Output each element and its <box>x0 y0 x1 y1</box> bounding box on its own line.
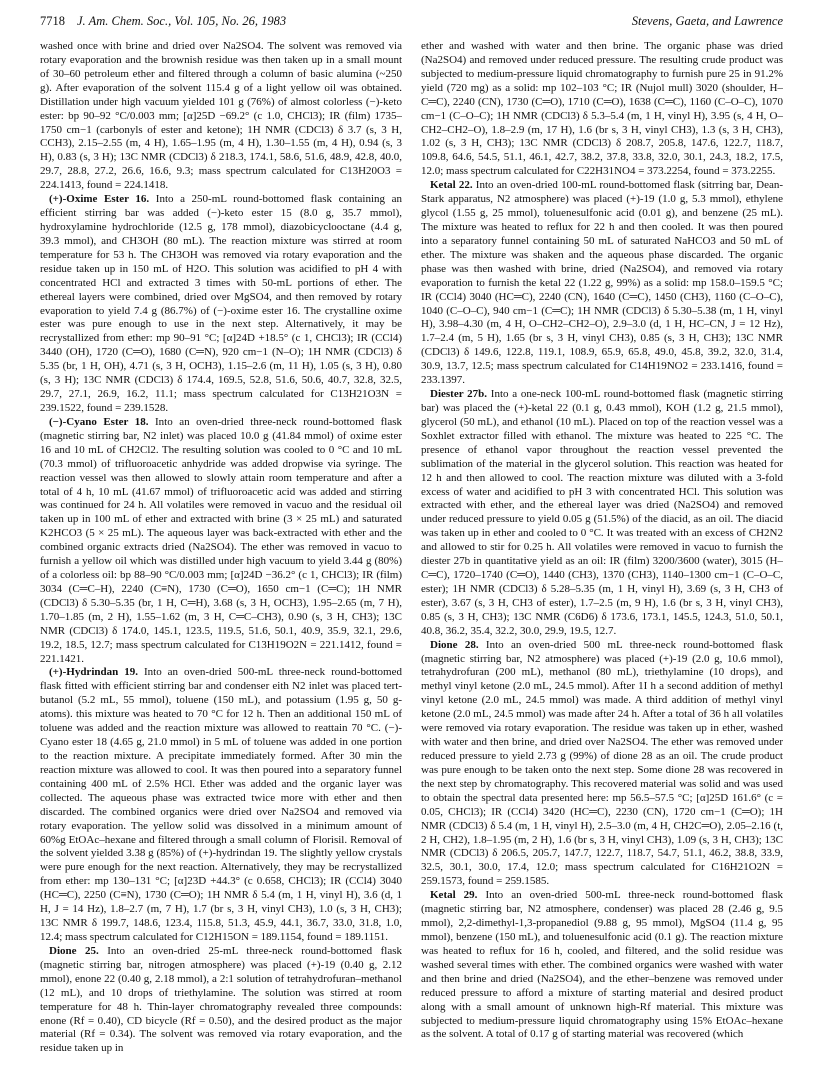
experimental-paragraph <box>421 40 783 179</box>
compound-heading: Dione 25. <box>49 944 99 957</box>
left-column <box>40 40 402 1054</box>
compound-heading: Diester 27b. <box>430 388 488 401</box>
paragraph-text: ether and washed with water and then brine. The organic phase was dried (Na2SO4) and removed under reduced pressure. The resulting crude product was subjected to medium-pressure liquid chromatography to furnish pure 25 in 91.2% yield (720 mg) as a solid: mp 102–103 °C; IR (Nujol mull) 3020 (shoulder, H–C═C), 2240 (CN), 1730 (C═O), 1710 (C═O), 1638 (C═C), 1160 (C–O–C), 1070 cm−1 (C–O–C); 1H NMR (CDCl3) δ 5.3–5.4 (m, 1 H, vinyl H), 3.95 (s, 4 H, O–CH2–CH2–O), 1.8–2.9 (m, 17 H), 1.6 (br s, 3 H, vinyl CH3), 1.3 (s, 3 H, CH3), 1.02 (s, 3 H, CH3); 13C NMR (CDCl3) δ 208.7, 205.8, 147.6, 122.7, 118.7, 109.8, 64.6, 54.5, 51.1, 46.1, 42.7, 38.2, 37.8, 33.8, 32.0, 30.1, 24.3, 18.2, 17.5, 12.0; mass spectrum calculated for C22H31NO4 = 373.2254, found = 373.2255. <box>421 40 783 178</box>
experimental-paragraph <box>421 179 783 388</box>
header-authors: Stevens, Gaeta, and Lawrence <box>631 14 783 28</box>
paragraph-text: Into an oven-dried three-neck round-bottomed flask (magnetic stirring bar, N2 inlet) was placed 10.0 g (41.84 mmol) of oxime ester 16 and 10 mL of CH2Cl2. The resulting solution was cooled to 0 °C and 10 mL (70.3 mmol) of trifluoroacetic anhydride was added dropwise via syringe. The reaction vessel was then allowed to slowly attain room temperature and after a total of 4 h, 10 mL (41.67 mmol) of trifluoroacetic acid was added and stirring was continued for 24 h. All volatiles were removed in vacuo and the residual oil taken up in 100 mL of ether and extracted with brine (3 × 25 mL) and saturated K2HCO3 (5 × 25 mL). The aqueous layer was back-extracted with ether and the combined organic extracts dried (Na2SO4). The ether was removed in vacuo to furnish a yellow oil which was distilled under high vacuum to yield 3.44 g (80%) of a colorless oil: bp 88–90 °C/0.003 mm; [α]24D −36.2° (c 1, CHCl3); IR (film) 3034 (C═C–H), 2240 (C≡N), 1730 (C═O), 1650 cm−1 (C═C); 1H NMR (CDCl3) δ 5.30–5.35 (br, 1 H, C═H), 3.68 (s, 3 H, OCH3), 1.95–2.65 (m, 7 H), 1.70–1.85 (m, 2 H), 1.55–1.62 (m, 3 H, C═C–CH3), 0.90 (s, 3 H, CH3); 13C NMR (CDCl3) δ 174.0, 145.1, 123.5, 119.5, 51.6, 50.1, 40.9, 35.9, 32.1, 29.6, 19.2, 18.5, 12.7; mass spectrum calculated for C13H19O2N = 221.1412, found = 221.1421. <box>40 415 402 665</box>
experimental-paragraph <box>421 388 783 639</box>
experimental-paragraph <box>40 945 402 1054</box>
compound-heading: Ketal 29. <box>430 889 478 902</box>
running-header <box>40 14 783 32</box>
experimental-paragraph <box>421 889 783 1042</box>
right-column <box>421 40 783 1054</box>
paragraph-text: Into an oven-dried 500-mL three-neck round-bottomed flask (magnetic stirring bar, N2 atmosphere, condenser) was placed 28 (2.46 g, 9.5 mmol), 2,2-dimethyl-1,3-propanediol (9.88 g, 95 mmol), MgSO4 (11.4 g, 95 mmol), benzene (150 mL), and toluenesulfonic acid (0.1 g). The reaction mixture was heated to reflux for 16 h, cooled, and filtered, and the solid residue was washed several times with ether. The combined organics were washed with water and then brine and dried (Na2SO4), and the ether–benzene was removed under reduced pressure to afford a mixture of starting material and desired product along with a small amount of unknown high-Rf material. This mixture was subjected to medium-pressure liquid chromatography using 15% EtOAc–hexane as the solvent. A total of 0.17 g of starting material was recovered (which <box>421 889 783 1041</box>
paragraph-text: Into an oven-dried 500 mL three-neck round-bottomed flask (magnetic stirring bar, N2 atmosphere) was placed (+)-19 (2.0 g, 10.6 mmol), tetrahydrofuran (200 mL), methanol (80 mL), triethylamine (10 drops), and methyl vinyl ketone (2.0 mL, 24.5 mmol). After 1I h a second addition of methyl vinyl ketone (2.0 mL, 24.5 mmol) was made. A third addition of methyl vinyl ketone (2.0 mL, 24.5 mmol) was made after 24 h. After a total of 36 h all volatiles were removed via rotary evaporation. The residue was taken up in ether, washed with water and then brine, and dried over Na2SO4. The ether was removed under reduced pressure to yield 2.73 g (99%) of dione 28 as an oil. The crude product was pure enough to be taken onto the next step. Some dione 28 was recovered in the next step by chromatography. This recovered material was solid and was used to obtain the spectral data presented here: mp 56.5–57.5 °C; [α]25D 161.6° (c = 0.05, CHCl3); IR (CCl4) 3420 (HC═C), 2230 (CN), 1720 cm−1 (C═O); 1H NMR (CDCl3) δ 5.4 (m, 1 H, vinyl H), 2.5–3.0 (m, 4 H, CH2C═O), 2.05–2.16 (t, 2 H, CH2), 1.8–1.95 (m, 2 H), 1.6 (br s, 3 H, vinyl CH3), 1.09 (s, 3 H, CH3); 13C NMR (CDCl3) δ 206.5, 205.7, 147.7, 122.7, 118.7, 54.7, 51.1, 46.2, 38.8, 33.9, 32.5, 30.1, 30.0, 17.4, 12.0; mass spectrum calculated for C16H21O2N = 259.1573, found = 259.1585. <box>421 638 783 888</box>
paragraph-text: Into an oven-dried 100-mL round-bottomed flask (sitrring bar, Dean-Stark apparatus, N2 atmosphere) was placed (+)-19 (1.0 g, 5.3 mmol), ethylene glycol (1.55 g, 25 mmol), toluenesulfonic acid (0.01 g), and benzene (25 mL). The mixture was heated to reflux for 22 h and then cooled. It was then poured into a separatory funnel containing 50 mL of saturated NaHCO3 and 50 mL of ether. The mixture was shaken and the aqueous phase discarded. The organic phase was then washed with brine, dried (Na2SO4), and removed via rotary evaporation to furnish the ketal 22 (1.22 g, 99%) as a solid: mp 158.0–159.5 °C; IR (CCl4) 3040 (HC═C), 2240 (CN), 1640 (C═C), 1450 (CH3), 1160 (C–O–C), 1040 (C–O–C), 940 cm−1 (C═C); 1H NMR (CDCl3) δ 5.30–5.38 (m, 1 H, vinyl H), 3.98–4.30 (m, 4 H, O–CH2–CH2–O), 2.9–3.0 (d, 1 H, HC–CN, J = 12 Hz), 1.7–2.4 (m, 5 H), 1.65 (br s, 3 H, vinyl CH3), 0.85 (s, 3 H, CH3); 13C NMR (CDCl3) δ 149.6, 122.8, 119.1, 108.9, 65.9, 65.8, 49.0, 45.8, 39.2, 32.0, 31.4, 30.9, 13.7, 12.5; mass spectrum calculated for C14H19NO2 = 233.1416, found = 233.1397. <box>421 179 783 387</box>
page-number: 7718 <box>40 14 65 28</box>
experimental-paragraph <box>421 639 783 890</box>
compound-heading: Ketal 22. <box>430 179 473 192</box>
compound-heading: (+)-Oxime Ester 16. <box>49 193 150 206</box>
paragraph-text: Into an oven-dried 500-mL three-neck round-bottomed flask fitted with efficient stirring bar and condenser eith N2 inlet was placed tert-butanol (5.2 mL, 55 mmol), toluene (150 mL), and potassium (1.95 g, 50 g-atoms). this mixture was heated to 70 °C for 12 h. Then an additional 150 mL of toluene was added and the reaction mixture was allowed to reattain 70 °C. (−)-Cyano ester 18 (4.65 g, 21.0 mmol) in 5 mL of toluene was added in one portion to the reaction mixture. A precipitate immediately formed. After 30 min the reaction mixture was allowed to cool. It was then poured into a separatory funnel containing 400 mL of 2.5% HCl. Ether was added and the organic layer was collected. The aqueous phase was extracted twice more with ether and then discarded. The combined organics were dried over Na2SO4 and removed via rotary evaporation. The yellow solid was dissolved in a minimum amount of 60%g EtOAc–hexane and filtered through a small column of Florisil. Removal of the solvent yielded 3.38 g (85%) of (+)-hydrindan 19. The slightly yellow crystals were pure enough for the next reaction. Alternatively, they may be recrystallized from ether: mp 130–131 °C; [α]23D +44.3° (c 0.658, CHCl3); IR (CCl4) 3040 (HC═C), 2250 (C≡N), 1730 (C═O); 1H NMR δ 5.4 (m, 1 H, vinyl H), 3.6 (d, 1 H, J = 14 Hz), 1.8–2.7 (m, 7 H), 1.7 (br s, 3 H, vinyl CH3), 1.0 (s, 3 H, CH3); 13C NMR δ 199.7, 148.6, 123.4, 115.8, 51.3, 45.9, 44.1, 36.7, 33.0, 31.8, 1.0, 12.4; mass spectrum calculated for C12H15ON = 189.1154, found = 189.1151. <box>40 666 402 943</box>
compound-heading: Dione 28. <box>430 638 479 651</box>
experimental-paragraph <box>40 666 402 944</box>
compound-heading: (−)-Cyano Ester 18. <box>49 415 149 428</box>
header-left <box>40 14 286 29</box>
paragraph-text: Into an oven-dried 25-mL three-neck round-bottomed flask (magnetic stirring bar, nitrogen atmosphere) was placed (+)-19 (0.40 g, 2.12 mmol), enone 22 (0.40 g, 2.18 mmol), a 2:1 solution of tetrahydrofuran–methanol (12 mL), and 10 drops of triethylamine. The solution was stirred at room temperature for 48 h. Thin-layer chromatography revealed three compounds: enone (Rf = 0.40), CD bicycle (Rf = 0.50), and the desired product as the major material (Rf = 0.34). The solvent was removed via rotary evaporation, and the residue taken up in <box>40 944 402 1054</box>
paragraph-text: Into a 250-mL round-bottomed flask containing an efficient stirring bar was added (−)-keto ester 15 (8.0 g, 35.7 mmol), hydroxylamine hydrochloride (12.5 g, 178 mmol), diazobicyclooctane (4.4 g, 39.3 mmol), and CH3OH (80 mL). The reaction mixture was stirred at room temperature for 53 h. The CH3OH was removed via rotary evaporation and the residue taken up in 150 mL of H2O. This solution was acidified to pH 4 with concentrated HCl and extracted 3 times with 50-mL portions of ether. The ethereal layers were combined, dried over MgSO4, and then removed by rotary evaporation to yield 7.4 g (86.7%) of (−)-oxime ester 16. The crystalline oxime ester was pure enough to use in the next step. Alternatively, it may be recrystallized from ether: mp 90–91 °C; [α]24D +18.5° (c 1, CHCl3); IR (CCl4) 3440 (OH), 1720 (C═O), 1680 (C═N), 920 cm−1 (N–O); 1H NMR (CDCl3) δ 5.35 (br, 1 H, OH), 4.71 (s, 3 H, OCH3), 1.15–2.6 (m, 11 H), 1.05 (s, 3 H), 0.80 (s, 3 H); 13C NMR (CDCl3) δ 174.4, 169.5, 52.8, 51.6, 50.6, 40.7, 32.8, 32.5, 29.7, 27.1, 26.9, 16.2, 11.1; mass spectrum calculated for C13H21O3N = 239.1522, found = 239.1528. <box>40 193 402 414</box>
paragraph-text: Into a one-neck 100-mL round-bottomed flask (magnetic stirring bar) was placed the (+)-ketal 22 (0.1 g, 0.43 mmol), KOH (1.2 g, 21.5 mmol), glycerol (50 mL), and ethanol (10 mL). Placed on top of the reaction vessel was a Soxhlet extractor filled with ethanol. The mixture was heated to 225 °C. The presence of ethanol vapor throughout the reaction vessel prevented the sublimation of the material in the glycerol solution. This reaction was heated for 12 h and then allowed to cool. The reaction mixture was diluted with a 3-fold excess of water and acidified to pH 3 with concentrated HCl. This solution was extracted with ether, and the ethereal layer was dried (Na2SO4) and removed under reduced pressure to yield 0.05 g (51.5%) of the diacid, as an oil. The diacid was taken up in ether and cooled to 0 °C. It was treated with an excess of CH2N2 and allowed to stir for 0.25 h. All volatiles were removed in vacuo to furnish the diester 27b in quantitative yield as an oil: IR (film) 3200/3600 (water), 3015 (H–C═C), 1720–1740 (C═O), 1440 (CH3), 1370 (CH3), 1140–1300 cm−1 (C–O–C, ester); 1H NMR (CDCl3) δ 5.28–5.35 (m, 1 H, vinyl H), 3.69 (s, 3 H, CH3 of ester), 3.67 (s, 3 H, CH3 of ester), 1.7–2.5 (m, 9 H), 1.6 (br s, 3 H, vinyl CH3), 0.85 (s, 3 H, CH3); 13C NMR (C6D6) δ 173.6, 173.1, 145.5, 124.3, 51.0, 50.1, 40.8, 36.2, 35.4, 32.2, 30.0, 29.9, 19.5, 12.7. <box>421 388 783 637</box>
experimental-paragraph <box>40 40 402 193</box>
compound-heading: (+)-Hydrindan 19. <box>49 666 138 679</box>
experimental-paragraph <box>40 416 402 667</box>
journal-citation: J. Am. Chem. Soc., Vol. 105, No. 26, 1983 <box>77 14 287 28</box>
experimental-paragraph <box>40 193 402 416</box>
paragraph-text: washed once with brine and dried over Na2SO4. The solvent was removed via rotary evaporation and the brownish residue was then taken up in a small mount of 30–60 petroleum ether and filtered through a column of basic alumina (~250 g). After evaporation of the solvent 115.4 g of a light yellow oil was obtained. Distillation under high vacuum yielded 101 g (76%) of almost colorless (−)-keto ester: bp 90–92 °C/0.003 mm; [α]25D −69.2° (c 1.0, CHCl3); IR (film) 1735–1750 cm−1 (carbonyls of ester and ketone); 1H NMR (CDCl3) δ 3.7 (s, 3 H, CCH3), 2.15–2.55 (m, 4 H), 1.65–1.95 (m, 4 H), 1.30–1.55 (m, 4 H), 0.94 (s, 3 H), 0.83 (s, 3 H); 13C NMR (CDCl3) δ 218.3, 174.1, 58.6, 51.6, 48.9, 42.8, 40.0, 29.7, 28.8, 27.2, 26.6, 16.6, 9.3; mass spectrum calculated for C13H20O3 = 224.1413, found = 224.1418. <box>40 40 402 192</box>
